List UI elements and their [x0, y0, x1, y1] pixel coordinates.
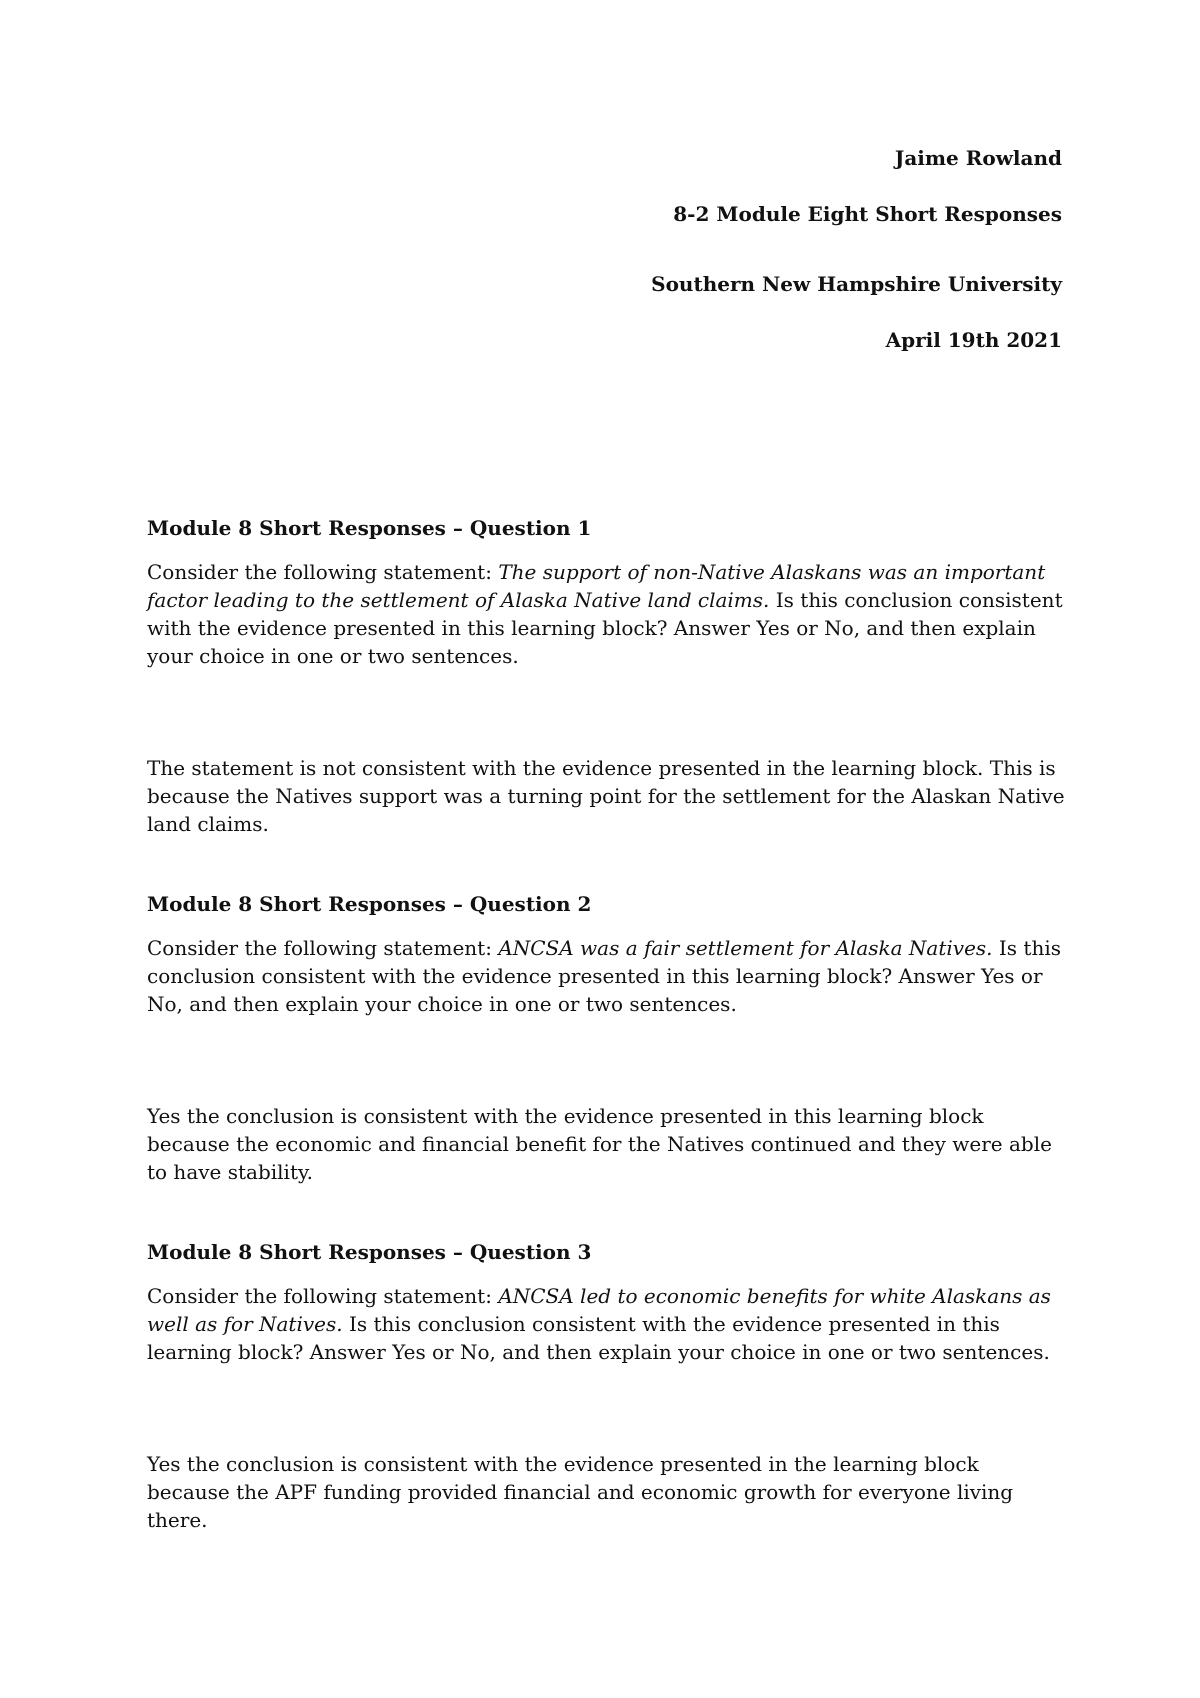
- question-answer: The statement is not consistent with the evidence presented in the learning block. This is because the Natives support was a turning point for the settlement for the Alaskan Native land claims.: [147, 756, 1065, 836]
- prompt-instructions: Is this conclusion consistent with the evidence presented in this learning block? Answer Yes or No, and then explain your choice in one or two sentences.: [147, 588, 1063, 668]
- prompt-instructions: Is this conclusion consistent with the evidence presented in this learning block? Answer Yes or No, and then explain your choice in one or two sentences.: [147, 1312, 1050, 1364]
- prompt-intro: Consider the following statement:: [147, 560, 499, 584]
- question-prompt: [147, 558, 1067, 670]
- question-heading: Module 8 Short Responses – Question 3: [147, 1240, 592, 1264]
- question-prompt: [147, 1282, 1067, 1366]
- assignment-title: 8-2 Module Eight Short Responses: [673, 202, 1062, 226]
- question-section-2: [147, 890, 1067, 1186]
- question-answer: Yes the conclusion is consistent with the evidence presented in this learning block because the economic and financial benefit for the Natives continued and they were able to have stability.: [147, 1104, 1052, 1184]
- question-heading: Module 8 Short Responses – Question 2: [147, 892, 592, 916]
- document-body: [147, 514, 1067, 1534]
- question-heading: Module 8 Short Responses – Question 1: [147, 516, 592, 540]
- question-answer: Yes the conclusion is consistent with the evidence presented in the learning block because the APF funding provided financial and economic growth for everyone living there.: [147, 1452, 1014, 1532]
- prompt-intro: Consider the following statement:: [147, 1284, 499, 1308]
- prompt-instructions: Is this conclusion consistent with the evidence presented in this learning block? Answer Yes or No, and then explain your choice in one or two sentences.: [147, 936, 1061, 1016]
- prompt-statement: ANCSA was a fair settlement for Alaska Natives.: [498, 936, 993, 960]
- submission-date: April 19th 2021: [885, 328, 1062, 352]
- question-section-1: [147, 514, 1067, 838]
- title-block: [651, 144, 1062, 354]
- prompt-statement: ANCSA led to economic benefits for white Alaskans as well as for Natives.: [147, 1284, 1051, 1336]
- university-name: Southern New Hampshire University: [651, 272, 1062, 296]
- question-prompt: [147, 934, 1067, 1018]
- prompt-statement: The support of non-Native Alaskans was an important factor leading to the settlement of Alaska Native land claims.: [147, 560, 1046, 612]
- author-name: Jaime Rowland: [894, 146, 1062, 170]
- prompt-intro: Consider the following statement:: [147, 936, 499, 960]
- question-section-3: [147, 1238, 1067, 1534]
